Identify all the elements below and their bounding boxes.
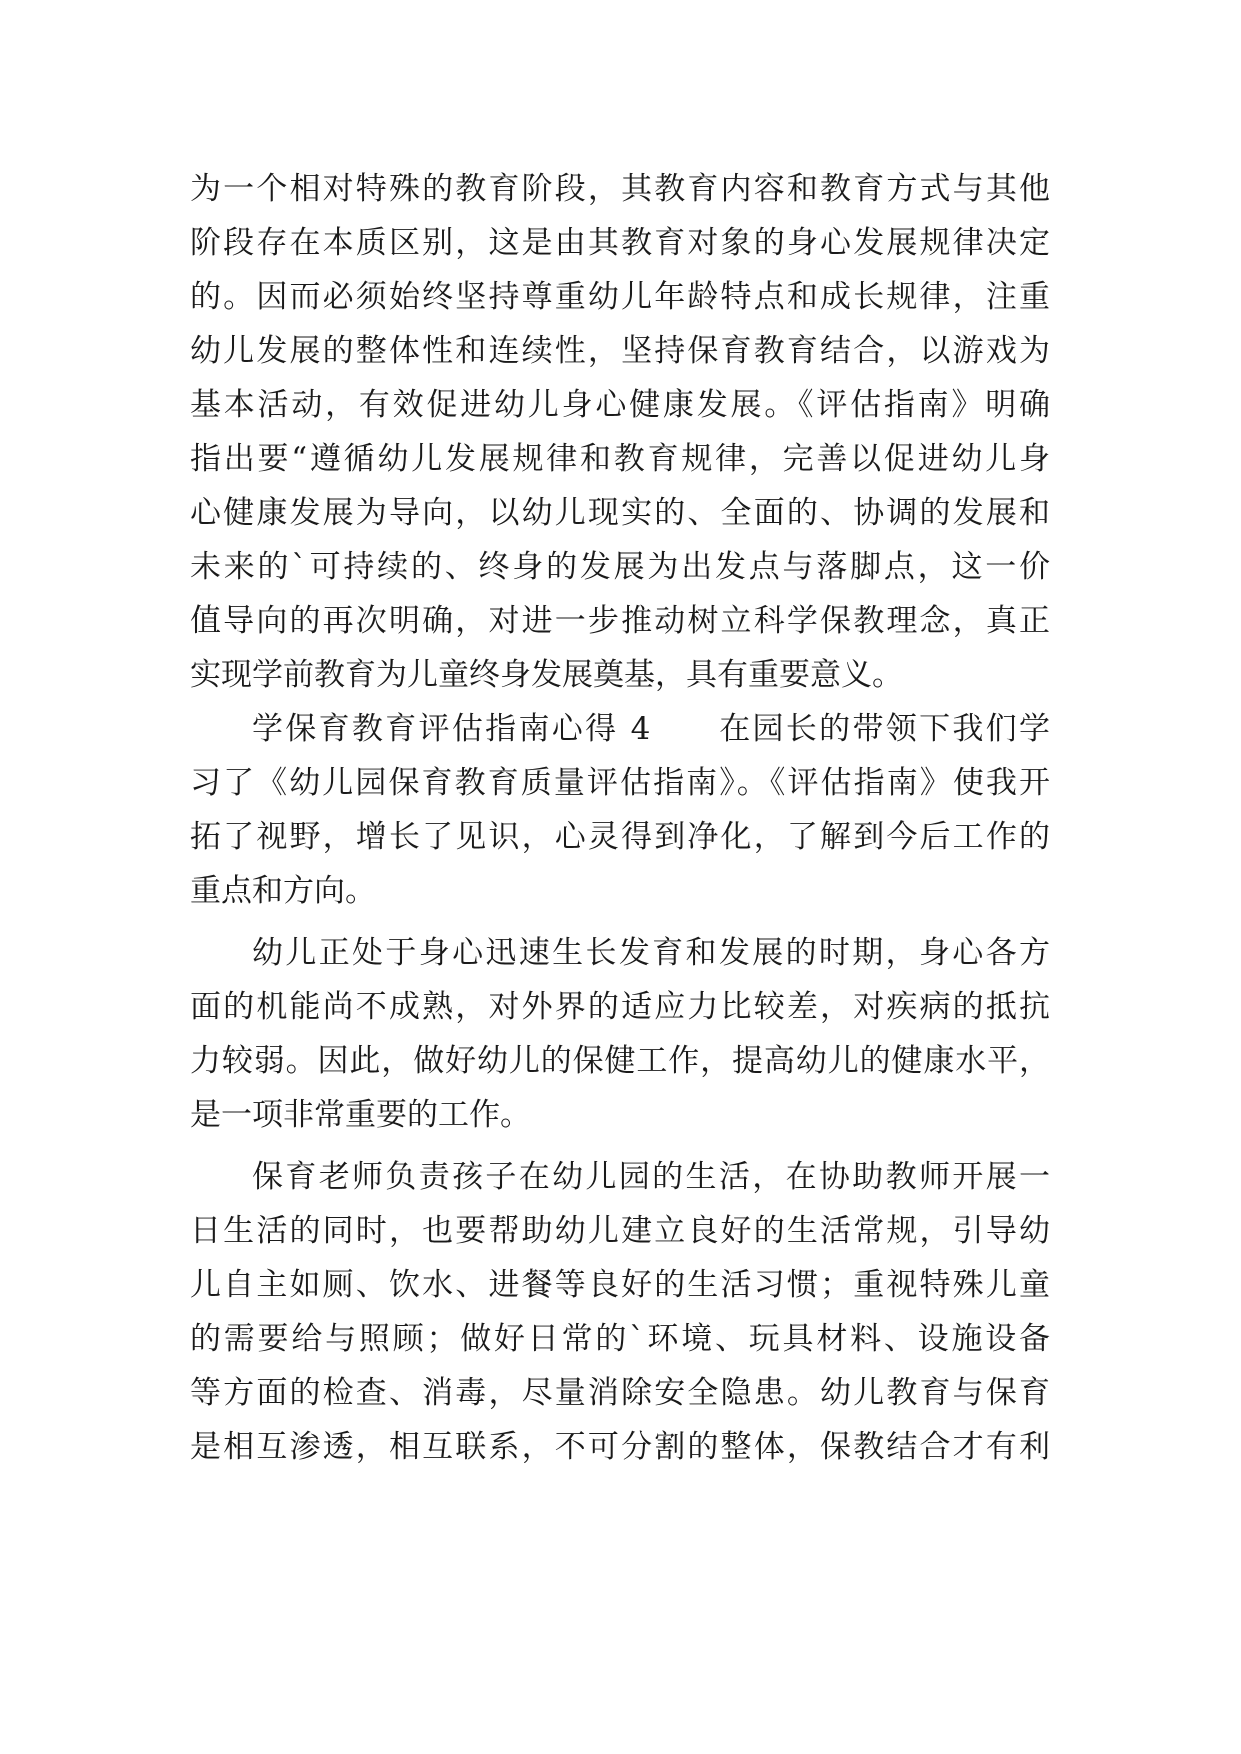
- paragraph-line: 保育老师负责孩子在幼儿园的生活，在协助教师开展一: [252, 1159, 1050, 1195]
- paragraph-line: 是相互渗透，相互联系，不可分割的整体，保教结合才有利: [190, 1429, 1050, 1465]
- paragraph-line: 日生活的同时，也要帮助幼儿建立良好的生活常规，引导幼: [190, 1213, 1050, 1249]
- paragraph-line: 的。因而必须始终坚持尊重幼儿年龄特点和成长规律，注重: [190, 279, 1050, 315]
- paragraph-line: 等方面的检查、消毒，尽量消除安全隐患。幼儿教育与保育: [190, 1375, 1050, 1411]
- paragraph-line: 值导向的再次明确，对进一步推动树立科学保教理念，真正: [190, 603, 1050, 639]
- paragraph-line: 面的机能尚不成熟，对外界的适应力比较差，对疾病的抵抗: [190, 989, 1050, 1025]
- paragraph-line: 幼儿正处于身心迅速生长发育和发展的时期，身心各方: [252, 935, 1050, 971]
- paragraph-line: 的需要给与照顾；做好日常的`环境、玩具材料、设施设备: [190, 1321, 1050, 1357]
- paragraph-line: 是一项非常重要的工作。: [190, 1097, 531, 1133]
- paragraph-line: 重点和方向。: [190, 873, 376, 909]
- paragraph-line: 拓了视野，增长了见识，心灵得到净化，了解到今后工作的: [190, 819, 1050, 855]
- paragraph-line: 为一个相对特殊的教育阶段，其教育内容和教育方式与其他: [190, 171, 1050, 207]
- paragraph-line: 实现学前教育为儿童终身发展奠基，具有重要意义。: [190, 657, 903, 693]
- paragraph-line: 阶段存在本质区别，这是由其教育对象的身心发展规律决定: [190, 225, 1050, 261]
- paragraph-line: 幼儿发展的整体性和连续性，坚持保育教育结合，以游戏为: [190, 333, 1050, 369]
- paragraph-line: 力较弱。因此，做好幼儿的保健工作，提高幼儿的健康水平，: [190, 1043, 1050, 1079]
- paragraph-line: 心健康发展为导向，以幼儿现实的、全面的、协调的发展和: [190, 495, 1050, 531]
- paragraph-line: 未来的`可持续的、终身的发展为出发点与落脚点，这一价: [190, 549, 1050, 585]
- paragraph-line: 儿自主如厕、饮水、进餐等良好的生活习惯；重视特殊儿童: [190, 1267, 1050, 1303]
- document-body: [190, 162, 1050, 1474]
- paragraph-line: 基本活动，有效促进幼儿身心健康发展。《评估指南》明确: [190, 387, 1050, 423]
- paragraph-line: 习了《幼儿园保育教育质量评估指南》。《评估指南》使我开: [190, 765, 1050, 801]
- section-heading-line: 学保育教育评估指南心得 4 在园长的带领下我们学: [252, 711, 1050, 747]
- paragraph-line: 指出要“遵循幼儿发展规律和教育规律，完善以促进幼儿身: [190, 441, 1050, 477]
